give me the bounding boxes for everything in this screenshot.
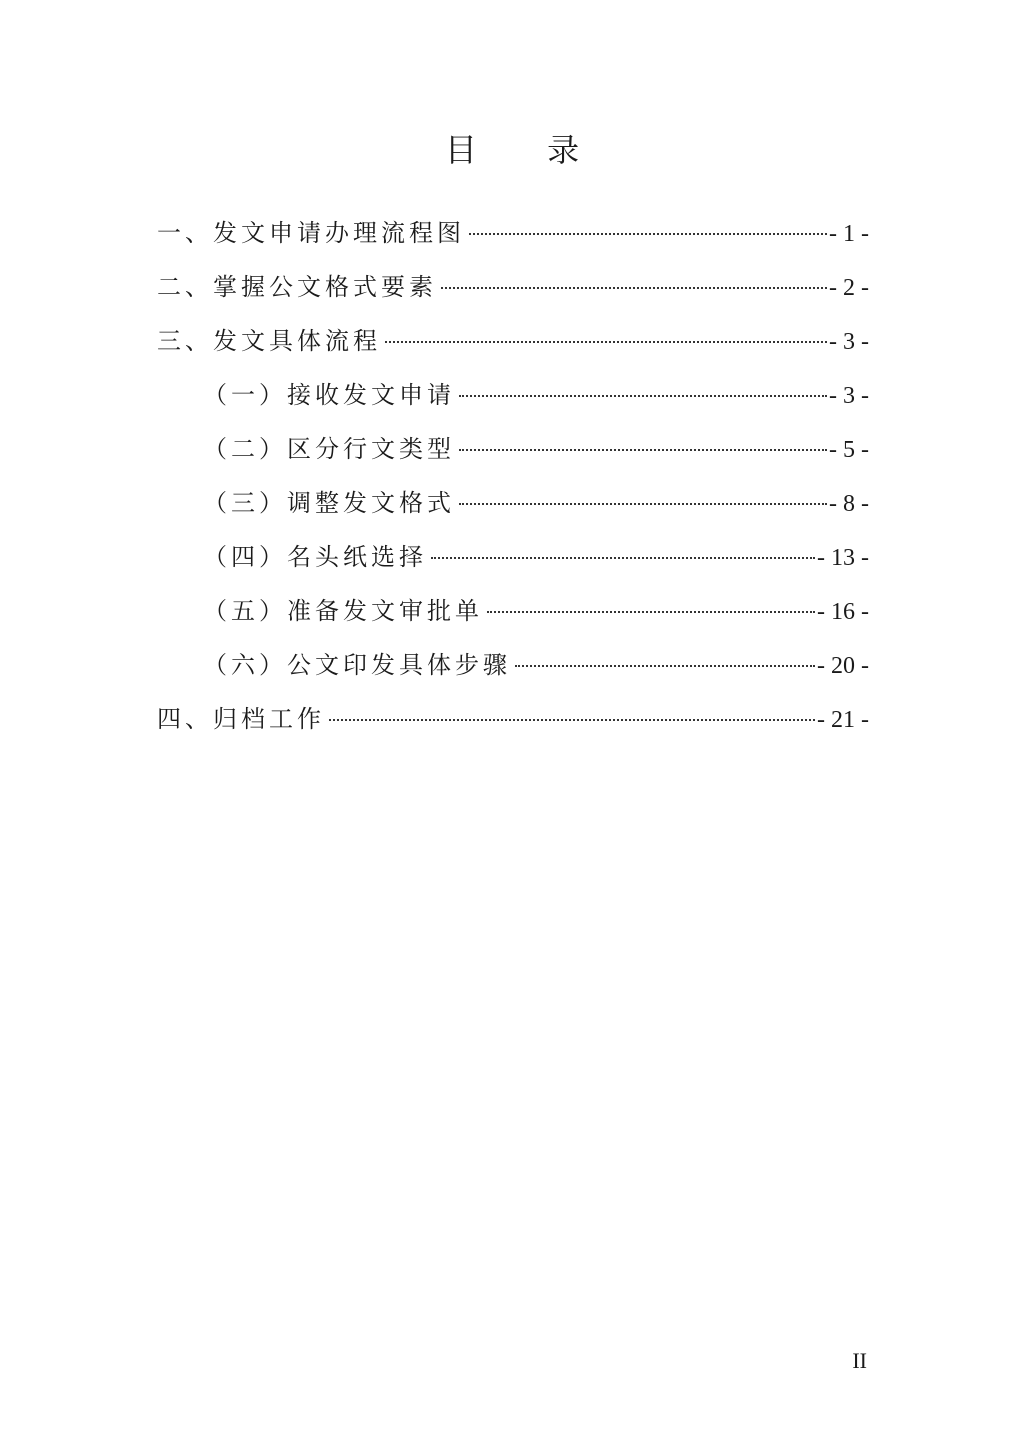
toc-entry-page: - 13 -: [817, 545, 869, 571]
toc-leader-dots: [385, 341, 827, 343]
toc-entry-page: - 16 -: [817, 599, 869, 625]
toc-leader-dots: [441, 287, 827, 289]
toc-entry-page: - 20 -: [817, 653, 869, 679]
toc-subentry[interactable]: [157, 476, 869, 530]
toc-entry-label: 三、发文具体流程: [157, 327, 381, 355]
toc-leader-dots: [515, 665, 815, 667]
toc-entry-page: - 1 -: [829, 221, 869, 247]
toc-leader-dots: [459, 449, 827, 451]
toc-leader-dots: [431, 557, 815, 559]
toc-entry-label: （六）公文印发具体步骤: [203, 651, 511, 679]
toc-entry-page: - 3 -: [829, 383, 869, 409]
toc-leader-dots: [459, 503, 827, 505]
toc-entry-label: （三）调整发文格式: [203, 489, 455, 517]
table-of-contents: [157, 206, 869, 746]
toc-entry-page: - 3 -: [829, 329, 869, 355]
toc-entry[interactable]: [157, 206, 869, 260]
toc-leader-dots: [459, 395, 827, 397]
page-number: II: [852, 1348, 867, 1373]
toc-subentry[interactable]: [157, 638, 869, 692]
toc-entry-label: 一、发文申请办理流程图: [157, 219, 465, 247]
toc-subentry[interactable]: [157, 584, 869, 638]
toc-entry-label: 二、掌握公文格式要素: [157, 273, 437, 301]
toc-subentry[interactable]: [157, 422, 869, 476]
toc-entry-label: （二）区分行文类型: [203, 435, 455, 463]
toc-entry-page: - 2 -: [829, 275, 869, 301]
toc-subentry[interactable]: [157, 530, 869, 584]
toc-entry-label: 四、归档工作: [157, 705, 325, 733]
toc-entry[interactable]: [157, 314, 869, 368]
toc-leader-dots: [329, 719, 815, 721]
toc-subentry[interactable]: [157, 368, 869, 422]
toc-entry-page: - 5 -: [829, 437, 869, 463]
toc-entry-page: - 8 -: [829, 491, 869, 517]
toc-entry[interactable]: [157, 692, 869, 746]
toc-entry[interactable]: [157, 260, 869, 314]
page-title: 目 录: [444, 131, 610, 169]
toc-leader-dots: [469, 233, 827, 235]
toc-entry-label: （一）接收发文申请: [203, 381, 455, 409]
toc-entry-label: （四）名头纸选择: [203, 543, 427, 571]
toc-entry-label: （五）准备发文审批单: [203, 597, 483, 625]
toc-leader-dots: [487, 611, 815, 613]
toc-entry-page: - 21 -: [817, 707, 869, 733]
